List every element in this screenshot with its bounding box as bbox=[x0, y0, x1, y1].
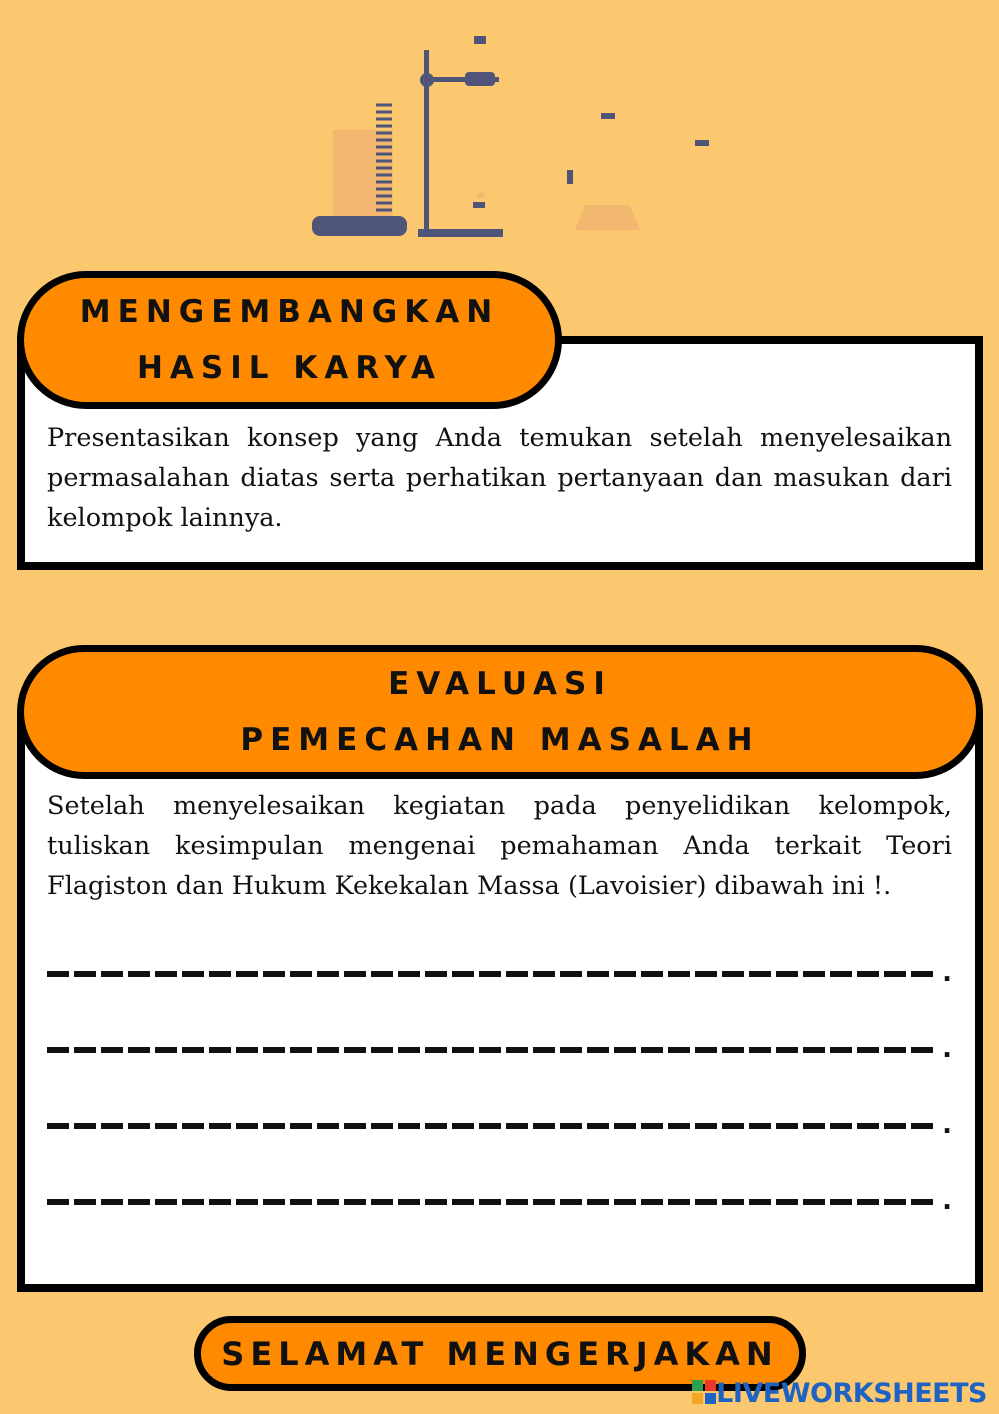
stand-clamp-head bbox=[465, 72, 495, 86]
particle bbox=[474, 36, 486, 44]
section1-title-line1: MENGEMBANGKAN bbox=[79, 294, 500, 330]
particle bbox=[473, 202, 485, 208]
section1-title-line2: HASIL KARYA bbox=[136, 350, 442, 386]
section2-title-pill bbox=[17, 645, 983, 779]
particle bbox=[695, 140, 709, 146]
particle bbox=[476, 190, 486, 198]
particle bbox=[567, 170, 573, 184]
particle bbox=[601, 113, 615, 119]
cylinder-base bbox=[312, 216, 407, 236]
answer-line[interactable]: . bbox=[47, 1034, 952, 1064]
section2-body-text: Setelah menyelesaikan kegiatan pada penyelidikan kelompok, tuliskan kesimpulan mengenai pemahaman Anda terkait Teori Flagiston dan Hukum Kekekalan Massa (Lavoisier) dibawah ini !. bbox=[47, 791, 952, 901]
flask-shape bbox=[575, 205, 640, 230]
section2-title-line1: EVALUASI bbox=[388, 666, 612, 702]
liveworksheets-logo-icon bbox=[692, 1380, 716, 1404]
footer-label: SELAMAT MENGERJAKAN bbox=[221, 1334, 779, 1373]
answer-line[interactable]: . bbox=[47, 958, 952, 988]
stand-base bbox=[418, 229, 503, 237]
lab-equipment-illustration bbox=[300, 30, 720, 245]
liveworksheets-brand[interactable]: LIVEWORKSHEETS bbox=[716, 1378, 987, 1409]
section1-body-text: Presentasikan konsep yang Anda temukan setelah menyelesaikan permasalahan diatas serta perhatikan pertanyaan dan masukan dari kelompok lainnya. bbox=[47, 423, 952, 533]
answer-lines bbox=[47, 958, 952, 1262]
section2-title-line2: PEMECAHAN MASALAH bbox=[240, 722, 760, 758]
answer-line[interactable]: . bbox=[47, 1186, 952, 1216]
section1-title-pill bbox=[17, 271, 562, 409]
answer-line[interactable]: . bbox=[47, 1110, 952, 1140]
